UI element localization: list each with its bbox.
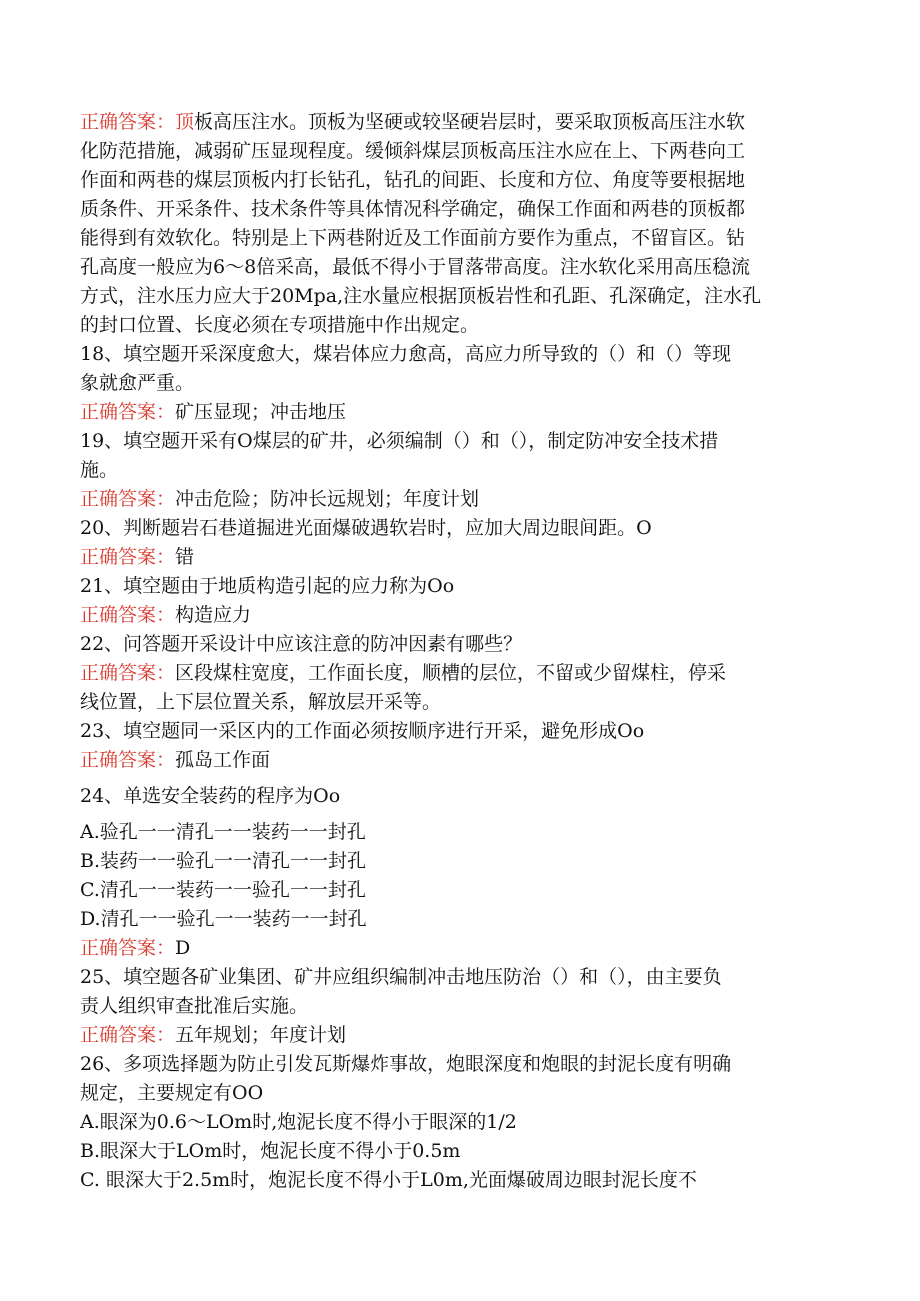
answer-line [80, 1021, 842, 1050]
answer-line [80, 659, 842, 688]
answer-text: 冲击危险；防冲长远规划；年度计划 [175, 488, 480, 510]
answer-label: 正确答案： [80, 662, 176, 684]
answer-text: 区段煤柱宽度，工作面长度，顺槽的层位，不留或少留煤柱，停采 [175, 662, 727, 684]
answer-label: 正确答案： [80, 401, 176, 423]
question-line: 规定，主要规定有OO [80, 1082, 264, 1104]
answer-label: 正确答案： [80, 1024, 176, 1046]
answer-label: 正确答案： [80, 604, 176, 626]
text-line: 方式，注水压力应大于20Mpa,注水量应根据顶板岩性和孔距、孔深确定，注水孔 [80, 285, 762, 307]
answer-prefix: 顶 [175, 111, 195, 133]
answer-line [80, 543, 842, 572]
question-line: 象就愈严重。 [80, 372, 195, 394]
answer-text: 矿压显现；冲击地压 [175, 401, 347, 423]
text-line: 作面和两巷的煤层顶板内打长钻孔，钻孔的间距、长度和方位、角度等要根据地 [80, 169, 746, 191]
question-line: 24、单选安全装药的程序为Oo [80, 785, 341, 807]
answer-label: 正确答案： [80, 488, 176, 510]
answer-line [80, 108, 842, 137]
question-line: 20、判断题岩石巷道掘进光面爆破遇软岩时，应加大周边眼间距。O [80, 517, 652, 539]
text-line: 孔高度一般应为6〜8倍采高，最低不得小于冒落带高度。注水软化采用高压稳流 [80, 256, 751, 278]
text-line: 化防范措施，减弱矿压显现程度。缓倾斜煤层顶板高压注水应在上、下两巷向工 [80, 140, 746, 162]
answer-text: 孤岛工作面 [175, 749, 271, 771]
answer-text: 错 [175, 546, 195, 568]
text-line: 的封口位置、长度必须在专项措施中作出规定。 [80, 314, 480, 336]
question-line: 23、填空题同一采区内的工作面必须按顺序进行开采，避免形成Oo [80, 720, 645, 742]
text-line: 线位置，上下层位置关系，解放层开采等。 [80, 691, 442, 713]
question-line: 施。 [80, 459, 119, 481]
answer-line [80, 746, 842, 775]
answer-text: 构造应力 [175, 604, 252, 626]
document-page [80, 108, 842, 1195]
answer-label: 正确答案： [80, 937, 176, 959]
answer-text: 板高压注水。顶板为坚硬或较坚硬岩层时，要采取顶板高压注水软 [194, 111, 746, 133]
question-line: 22、问答题开采设计中应该注意的防冲因素有哪些？ [80, 633, 523, 655]
option-line: B.眼深大于LOm时，炮泥长度不得小于0.5m [80, 1140, 461, 1162]
answer-label: 正确答案： [80, 546, 176, 568]
answer-text: 五年规划；年度计划 [175, 1024, 347, 1046]
question-line: 19、填空题开采有O煤层的矿井，必须编制（）和（），制定防冲安全技术措 [80, 430, 719, 452]
answer-label: 正确答案： [80, 111, 176, 133]
option-line: A.眼深为0.6〜LOm时,炮泥长度不得小于眼深的1/2 [80, 1111, 517, 1133]
answer-line [80, 934, 842, 963]
text-line: 能得到有效软化。特别是上下两巷附近及工作面前方要作为重点，不留盲区。钻 [80, 227, 746, 249]
question-line: 21、填空题由于地质构造引起的应力称为Oo [80, 575, 455, 597]
answer-text: D [175, 937, 191, 959]
option-line: C. 眼深大于2.5m时，炮泥长度不得小于L0m,光面爆破周边眼封泥长度不 [80, 1169, 697, 1191]
question-line: 26、多项选择题为防止引发瓦斯爆炸事故，炮眼深度和炮眼的封泥长度有明确 [80, 1053, 732, 1075]
answer-line [80, 398, 842, 427]
answer-line [80, 485, 842, 514]
question-line: 18、填空题开采深度愈大，煤岩体应力愈高，高应力所导致的（）和（）等现 [80, 343, 732, 365]
option-line: D.清孔一一验孔一一装药一一封孔 [80, 908, 367, 930]
option-line: C.清孔一一装药一一验孔一一封孔 [80, 879, 366, 901]
text-line: 质条件、开采条件、技术条件等具体情况科学确定，确保工作面和两巷的顶板都 [80, 198, 746, 220]
option-line: B.装药一一验孔一一清孔一一封孔 [80, 850, 367, 872]
option-line: A.验孔一一清孔一一装药一一封孔 [80, 821, 366, 843]
answer-label: 正确答案： [80, 749, 176, 771]
question-line: 责人组织审查批准后实施。 [80, 995, 309, 1017]
answer-line [80, 601, 842, 630]
question-line: 25、填空题各矿业集团、矿井应组织编制冲击地压防治（）和（），由主要负 [80, 966, 722, 988]
